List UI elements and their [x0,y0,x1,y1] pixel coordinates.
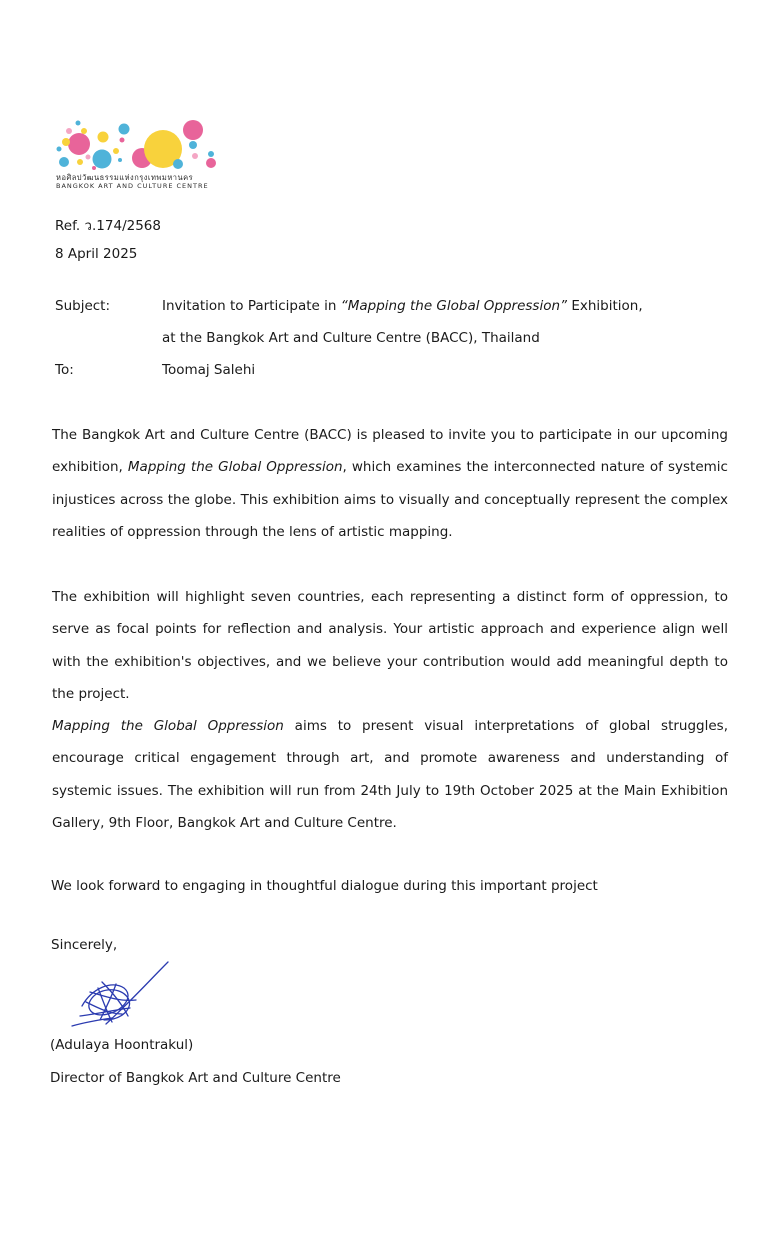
logo-english-name: BANGKOK ART AND CULTURE CENTRE [56,182,209,190]
handwritten-signature [62,958,182,1038]
closing-sincerely: Sincerely, [51,937,118,953]
subject-label: Subject: [55,298,111,314]
subject-prefix: Invitation to Participate in [162,298,341,314]
reference-number: Ref. ว.174/2568 [55,218,161,234]
paragraph-details-body: aims to present visual interpretations of global struggles, encourage critical engagement through art, and promote awareness and understanding of systemic issues. The exhibition will run from 24th July to 19th October 2025 at the Main Exhibition Gallery, 9th Floor, Bangkok Art and Culture Centre. [52,718,728,831]
subject-suffix: Exhibition, [567,298,643,314]
paragraph-invitation-title: Mapping the Global Oppression [127,459,343,476]
paragraph-invitation-body: , which examines the interconnected nature of systemic injustices across the globe. This exhibition aims to visually and conceptually represent the complex realities of oppression through the lens of artistic mapping. [52,459,728,540]
letter-date: 8 April 2025 [55,246,138,262]
paragraph-countries: The exhibition will highlight seven countries, each representing a distinct form of oppression, to serve as focal points for reflection and analysis. Your artistic approach and experience align well with the exhibition's objectives, and we believe your contribution would add meaningful depth to the project. [52,589,728,702]
bacc-logo [54,116,244,194]
paragraph-details-title: Mapping the Global Oppression [52,718,284,734]
bacc-logo-dots [54,116,244,172]
subject-line-1 [162,296,643,316]
recipient-name: Toomaj Salehi [162,362,256,378]
signatory-name: (Adulaya Hoontrakul) [50,1037,194,1053]
to-label: To: [55,362,74,378]
paragraph-exhibition-details [52,710,728,839]
signatory-title: Director of Bangkok Art and Culture Centre [50,1070,341,1086]
subject-line-2: at the Bangkok Art and Culture Centre (BACC), Thailand [162,330,540,346]
subject-exhibition-title: “Mapping the Global Oppression” [340,298,568,314]
logo-thai-name: หอศิลปวัฒนธรรมแห่งกรุงเทพมหานคร [56,173,194,182]
paragraph-invitation-lead: The Bangkok Art and Culture Centre (BACC) is pleased to invite you to participate in our upcoming exhibition, [52,427,728,476]
paragraph-invitation [52,419,728,548]
closing-remark: We look forward to engaging in thoughtful dialogue during this important project [51,878,598,894]
